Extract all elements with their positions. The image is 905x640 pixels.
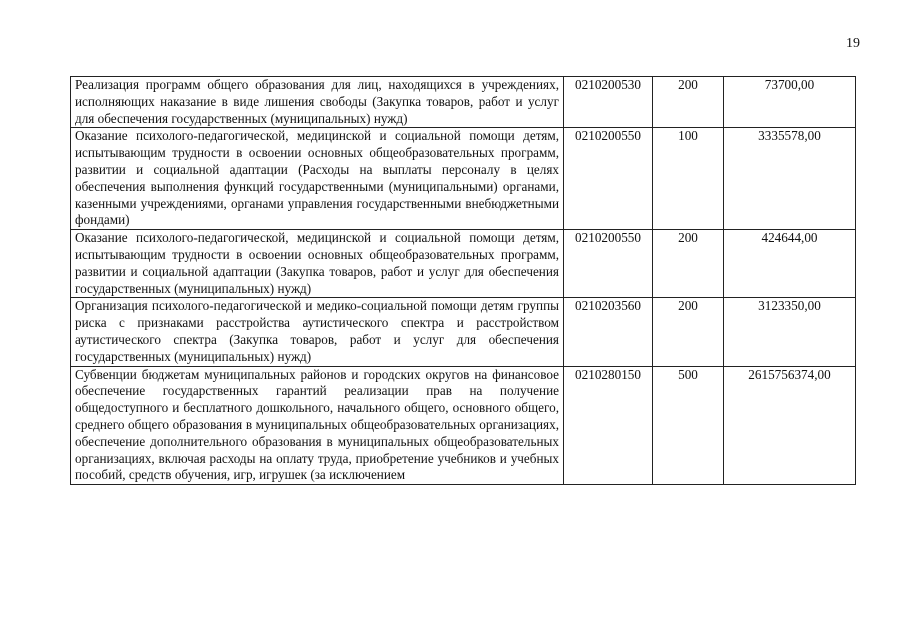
row-amount: 73700,00 <box>724 77 856 128</box>
row-expense-type: 500 <box>653 366 724 485</box>
table-row <box>71 128 856 230</box>
row-amount: 3335578,00 <box>724 128 856 230</box>
row-amount: 3123350,00 <box>724 298 856 366</box>
row-description: Субвенции бюджетам муниципальных районов и городских округов на финансовое обеспечение государственных гарантий реализации прав на получение общедоступного и бесплатного дошкольного, начального общего, основного общего, среднего общего образования в муниципальных общеобразовательных организациях, обеспечение дополнительного образования в муниципальных общеобразовательных организациях, включая расходы на оплату труда, приобретение учебников и учебных пособий, средств обучения, игр, игрушек (за исключением <box>71 366 564 485</box>
row-description: Организация психолого-педагогической и медико-социальной помощи детям группы риска с признаками расстройства аутистического спектра и расстройством аутистического спектра (Закупка товаров, работ и услуг для обеспечения государственных (муниципальных) нужд) <box>71 298 564 366</box>
row-expense-type: 100 <box>653 128 724 230</box>
page-number: 19 <box>846 36 860 51</box>
table-row <box>71 298 856 366</box>
row-expense-type: 200 <box>653 298 724 366</box>
row-code: 0210280150 <box>564 366 653 485</box>
row-code: 0210200530 <box>564 77 653 128</box>
table-row <box>71 230 856 298</box>
row-amount: 424644,00 <box>724 230 856 298</box>
table-row <box>71 366 856 485</box>
row-code: 0210203560 <box>564 298 653 366</box>
row-description: Оказание психолого-педагогической, медицинской и социальной помощи детям, испытывающим трудности в освоении основных общеобразовательных программ, развитии и социальной адаптации (Закупка товаров, работ и услуг для обеспечения государственных (муниципальных) нужд) <box>71 230 564 298</box>
row-expense-type: 200 <box>653 77 724 128</box>
row-amount: 2615756374,00 <box>724 366 856 485</box>
row-description: Реализация программ общего образования для лиц, находящихся в учреждениях, исполняющих наказание в виде лишения свободы (Закупка товаров, работ и услуг для обеспечения государственных (муниципальных) нужд) <box>71 77 564 128</box>
row-code: 0210200550 <box>564 128 653 230</box>
row-expense-type: 200 <box>653 230 724 298</box>
budget-table <box>70 76 856 485</box>
row-description: Оказание психолого-педагогической, медицинской и социальной помощи детям, испытывающим трудности в освоении основных общеобразовательных программ, развитии и социальной адаптации (Расходы на выплаты персоналу в целях обеспечения выполнения функций государственными (муниципальными) органами, казенными учреждениями, органами управления государственными внебюджетными фондами) <box>71 128 564 230</box>
row-code: 0210200550 <box>564 230 653 298</box>
table-row <box>71 77 856 128</box>
